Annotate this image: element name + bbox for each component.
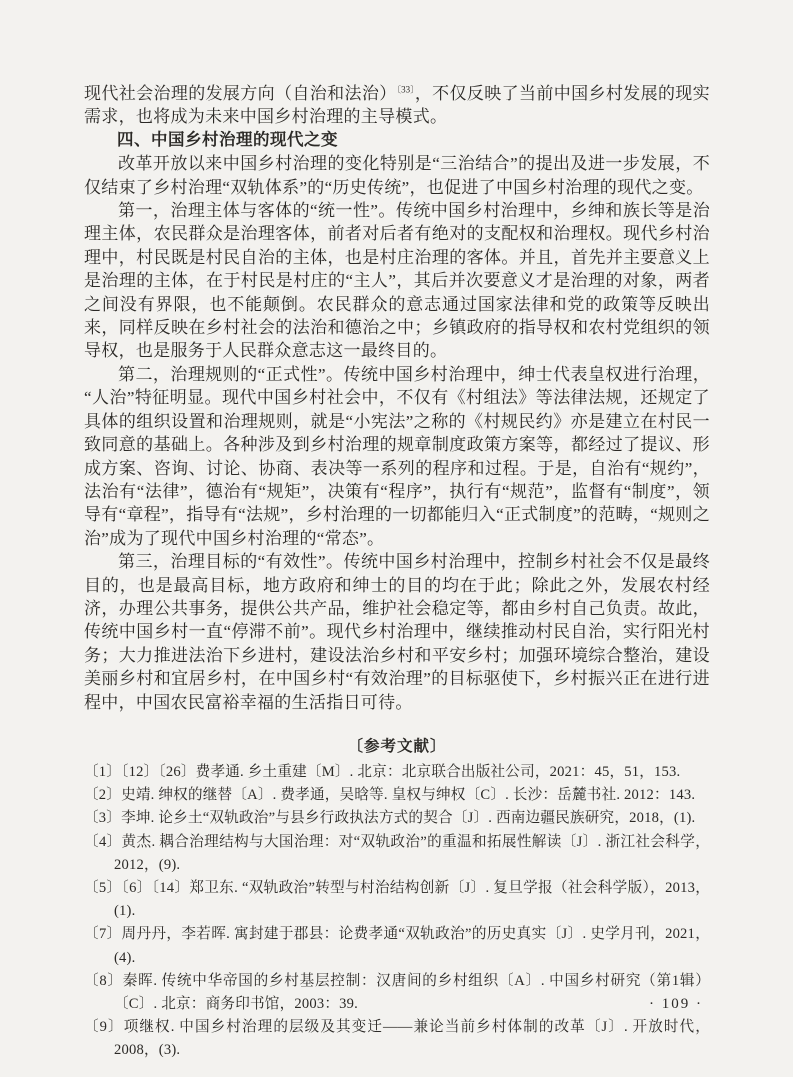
references-heading: 〔参考文献〕	[347, 737, 447, 755]
reference-item-2: 〔2〕史靖. 绅权的继替〔A〕. 费孝通，吴晗等. 皇权与绅权〔C〕. 长沙：岳麓书社. 2012：143.	[84, 787, 696, 804]
body-paragraph-third-point: 第三，治理目标的“有效性”。传统中国乡村治理中，控制乡村社会不仅是最终目的，也是最高目标，地方政府和绅士的目的均在于此；除此之外，发展农村经济，办理公共事务，提供公共产品，维护社会稳定等，都由乡村自己负责。故此，传统中国乡村一直“停滞不前”。现代乡村治理中，继续推动村民自治，实行阳光村务；大力推进法治下乡进村，建设法治乡村和平安乡村；加强环境综合整治，建设美丽乡村和宜居乡村，在中国乡村“有效治理”的目标驱使下，乡村振兴正在进行进程中，中国农民富裕幸福的生活指日可待。	[84, 552, 710, 712]
article-body	[84, 82, 710, 1063]
reference-item-3: 〔3〕李坤. 论乡土“双轨政治”与县乡行政执法方式的契合〔J〕. 西南边疆民族研究，2018，(1).	[84, 810, 696, 827]
reference-item-1: 〔1〕〔12〕〔26〕费孝通. 乡土重建〔M〕. 北京：北京联合出版社公司，2021：45，51，153.	[84, 763, 681, 780]
section-heading: 四、中国乡村治理的现代之变	[117, 130, 338, 149]
body-paragraph-intro: 改革开放以来中国乡村治理的变化特别是“三治结合”的提出及进一步发展，不仅结束了乡村治理“双轨体系”的“历史传统”，也促进了中国乡村治理的现代之变。	[84, 154, 710, 197]
reference-item-7: 〔8〕秦晖. 传统中华帝国的乡村基层控制：汉唐间的乡村组织〔A〕. 中国乡村研究（第1辑）〔C〕. 北京：商务印书馆，2003：39.	[84, 972, 710, 1012]
references-list	[84, 761, 710, 1063]
reference-item-8: 〔9〕项继权. 中国乡村治理的层级及其变迁——兼论当前乡村体制的改革〔J〕. 开放时代，2008，(3).	[84, 1019, 710, 1059]
body-paragraph-first-point: 第一，治理主体与客体的“统一性”。传统中国乡村治理中，乡绅和族长等是治理主体，农民群众是治理客体，前者对后者有绝对的支配权和治理权。现代乡村治理中，村民既是村民自治的主体，也是村庄治理的客体。并且，首先并主要意义上是治理的主体，在于村民是村庄的“主人”，其后并次要意义才是治理的对象，两者之间没有界限，也不能颠倒。农民群众的意志通过国家法律和党的政策等反映出来，同样反映在乡村社会的法治和德治之中；乡镇政府的指导权和农村党组织的领导权，也是服务于人民群众意志这一最终目的。	[84, 201, 710, 361]
body-paragraph-second-point: 第二，治理规则的“正式性”。传统中国乡村治理中，绅士代表皇权进行治理，“人治”特征明显。现代中国乡村社会中，不仅有《村组法》等法律法规，还规定了具体的组织设置和治理规则，就是“小宪法”之称的《村规民约》亦是建立在村民一致同意的基础上。各种涉及到乡村治理的规章制度政策方案等，都经过了提议、形成方案、咨询、讨论、协商、表决等一系列的程序和过程。于是，自治有“规约”，法治有“法律”，德治有“规矩”，决策有“程序”，执行有“规范”，监督有“制度”，领导有“章程”，指导有“法规”，乡村治理的一切都能归入“正式制度”的范畴，“规则之治”成为了现代中国乡村治理的“常态”。	[84, 364, 710, 548]
paragraph-text-before-citation: 现代社会治理的发展方向（自治和法治）	[84, 84, 397, 103]
reference-item-4: 〔4〕黄杰. 耦合治理结构与大国治理：对“双轨政治”的重温和拓展性解读〔J〕. 浙江社会科学，2012，(9).	[84, 833, 710, 873]
paragraph-text-after-citation: ，不仅反映了当前中国乡村发展的现实需求，也将成为未来中国乡村治理的主导模式。	[84, 84, 710, 127]
page-number: · 109 ·	[649, 996, 703, 1012]
reference-item-5: 〔5〕〔6〕〔14〕郑卫东. “双轨政治”转型与村治结构创新〔J〕. 复旦学报（社会科学版），2013，(1).	[84, 879, 710, 920]
citation-superscript: 〔33〕	[396, 84, 415, 95]
paragraph-continuation	[84, 82, 710, 129]
reference-item-6: 〔7〕周丹丹，李若晖. 寓封建于郡县：论费孝通“双轨政治”的历史真实〔J〕. 史学月刊，2021，(4).	[84, 926, 710, 966]
